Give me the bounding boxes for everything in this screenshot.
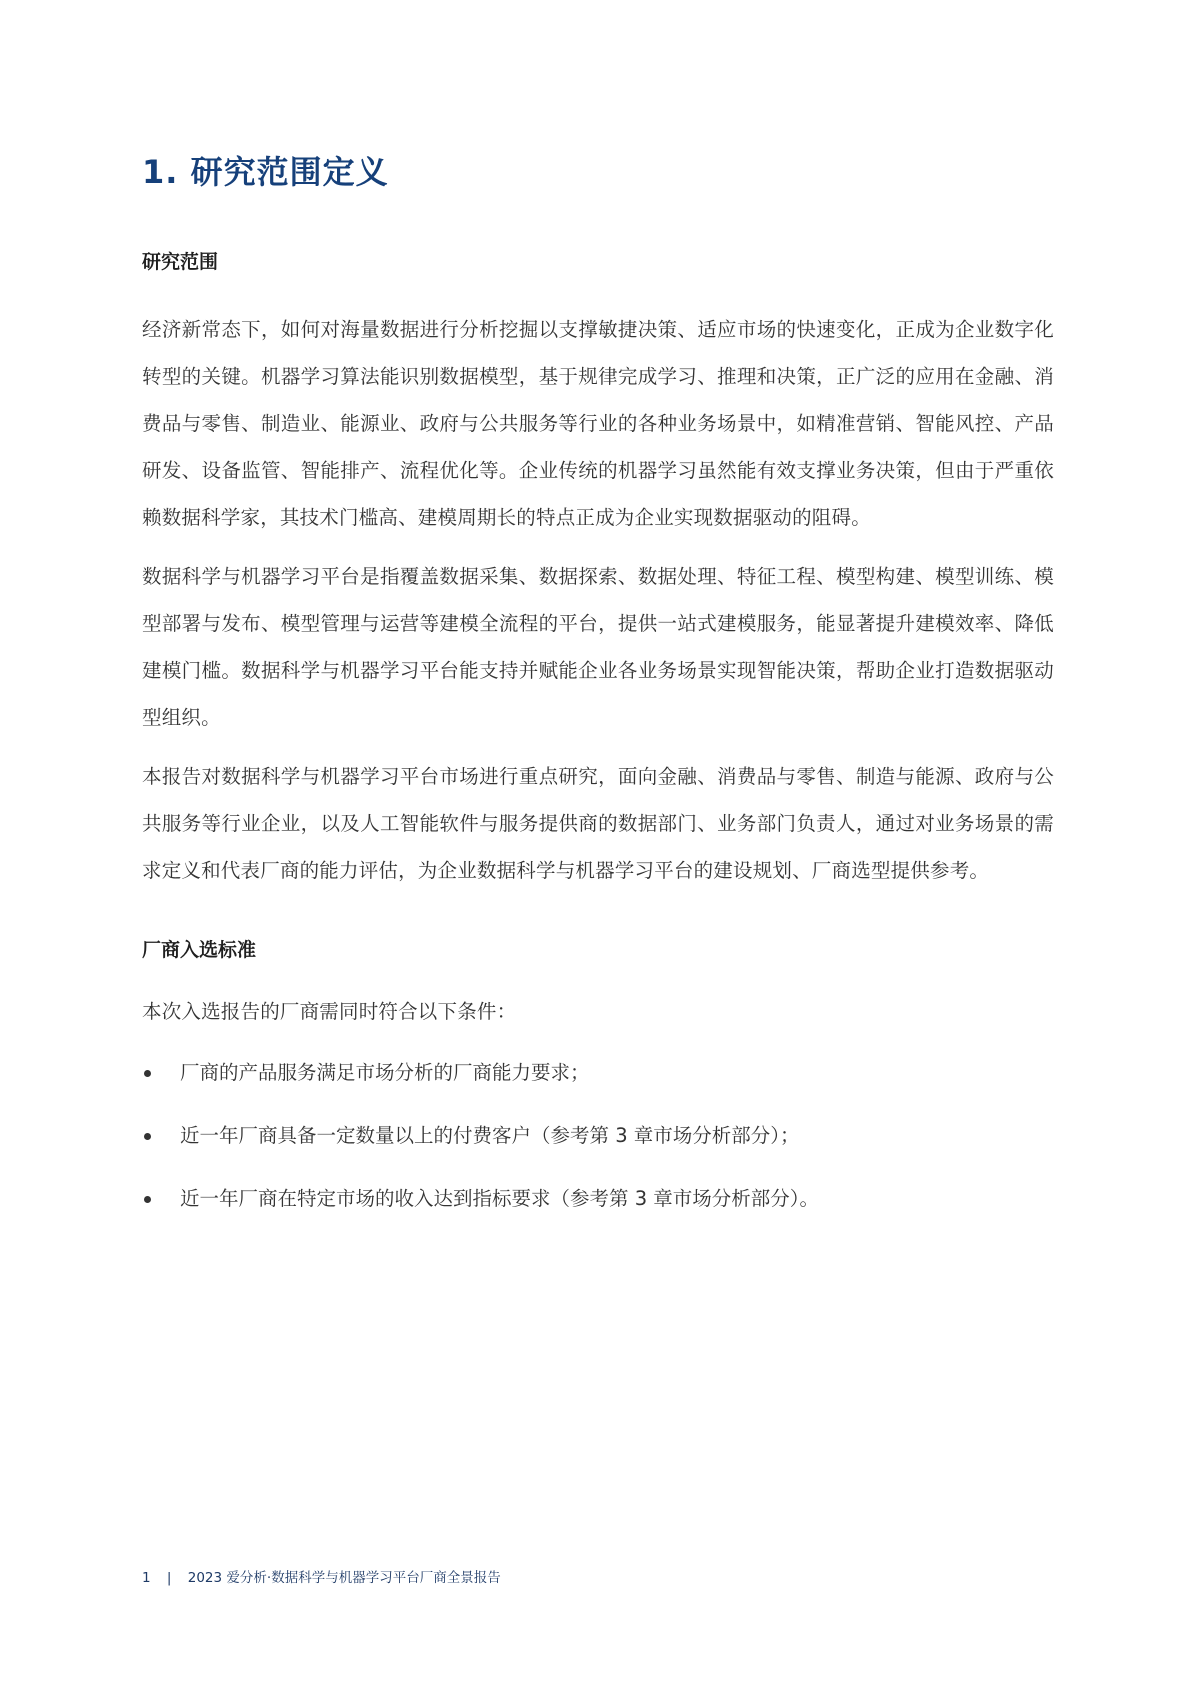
paragraph-3: 本报告对数据科学与机器学习平台市场进行重点研究，面向金融、消费品与零售、制造与能源、政府与公共服务等行业企业，以及人工智能软件与服务提供商的数据部门、业务部门负责人，通过对业务场景的需求定义和代表厂商的能力评估，为企业数据科学与机器学习平台的建设规划、厂商选型提供参考。 [142, 765, 1054, 882]
section-title-vendor-criteria: 厂商入选标准 [142, 939, 257, 961]
page-number: 1 [142, 1570, 151, 1586]
list-item [142, 1175, 1054, 1222]
list-item-text: 厂商的产品服务满足市场分析的厂商能力要求； [180, 1061, 590, 1084]
section-title-research-scope: 研究范围 [142, 251, 219, 273]
bullet-icon [144, 1196, 151, 1203]
footer-report-title: 2023 爱分析·数据科学与机器学习平台厂商全景报告 [187, 1570, 501, 1586]
page-footer [142, 1568, 501, 1588]
chapter-title: 1. 研究范围定义 [142, 153, 389, 191]
list-item-text: 近一年厂商在特定市场的收入达到指标要求（参考第 3 章市场分析部分）。 [180, 1187, 820, 1210]
criteria-intro: 本次入选报告的厂商需同时符合以下条件： [142, 1000, 517, 1023]
list-item [142, 1049, 1054, 1096]
footer-separator: | [166, 1570, 172, 1586]
paragraph-1: 经济新常态下，如何对海量数据进行分析挖掘以支撑敏捷决策、适应市场的快速变化，正成为企业数字化转型的关键。机器学习算法能识别数据模型，基于规律完成学习、推理和决策，正广泛的应用在金融、消费品与零售、制造业、能源业、政府与公共服务等行业的各种业务场景中，如精准营销、智能风控、产品研发、设备监管、智能排产、流程优化等。企业传统的机器学习虽然能有效支撑业务决策，但由于严重依赖数据科学家，其技术门槛高、建模周期长的特点正成为企业实现数据驱动的阻碍。 [142, 318, 1054, 529]
paragraph-2: 数据科学与机器学习平台是指覆盖数据采集、数据探索、数据处理、特征工程、模型构建、模型训练、模型部署与发布、模型管理与运营等建模全流程的平台，提供一站式建模服务，能显著提升建模效率、降低建模门槛。数据科学与机器学习平台能支持并赋能企业各业务场景实现智能决策，帮助企业打造数据驱动型组织。 [142, 565, 1054, 729]
list-item [142, 1112, 1054, 1159]
list-item-text: 近一年厂商具备一定数量以上的付费客户（参考第 3 章市场分析部分）； [180, 1124, 800, 1147]
bullet-icon [144, 1133, 151, 1140]
bullet-icon [144, 1070, 151, 1077]
page-content [142, 148, 1054, 1238]
criteria-list [142, 1049, 1054, 1222]
